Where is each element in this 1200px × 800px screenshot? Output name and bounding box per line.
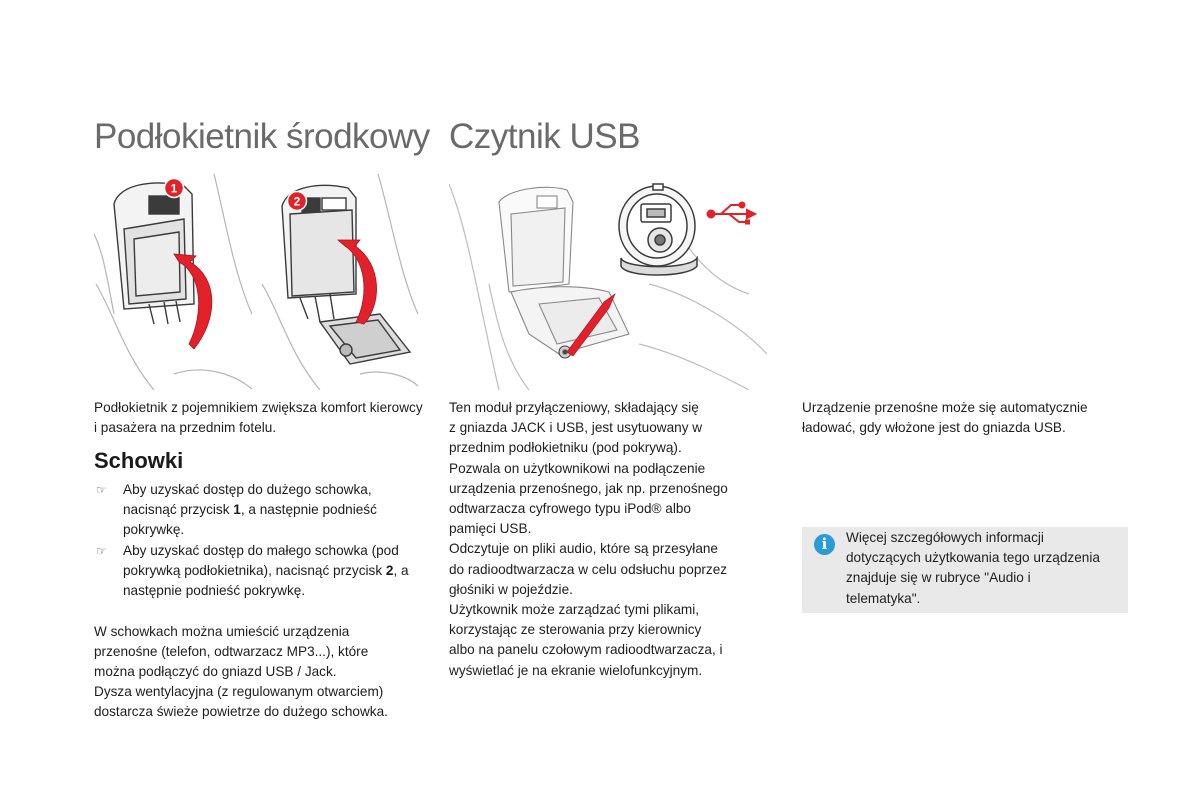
text-line: odtwarzacza cyfrowego typu iPod® albo [449, 501, 691, 517]
bullet-text: Aby uzyskać dostęp do małego schowka (pod pokrywką podłokietnika), nacisnąć przycisk [123, 542, 399, 578]
list-item [94, 541, 424, 602]
bullet-text: Aby uzyskać dostęp do dużego schowka, nacisnąć przycisk [123, 482, 372, 518]
list-item [94, 480, 424, 541]
text-line: pamięci USB. [449, 521, 532, 537]
info-box [802, 527, 1128, 613]
callout-1-label: 1 [170, 181, 178, 196]
armrest-illustration-2 [260, 174, 420, 390]
info-text: Więcej szczegółowych informacji dotyczących użytkowania tego urządzenia znajduje się w rubryce "Audio i telematyka". [846, 530, 1100, 606]
text-line: albo na panelu czołowym radioodtwarzacza, i [449, 642, 723, 658]
storage-instructions-list [94, 480, 424, 601]
button-reference: 1 [233, 502, 241, 518]
text-line: urządzenia przenośnego, jak np. przenośnego [449, 480, 728, 496]
section-title-usb: Czytnik USB [449, 117, 640, 156]
armrest-illustration-1 [94, 174, 254, 390]
text-line: Ten moduł przyłączeniowy, składający się [449, 400, 699, 415]
text-line: Odczytuje on pliki audio, które są przesyłane [449, 541, 718, 557]
text-line: wyświetlać je na ekranie wielofunkcyjnym. [449, 662, 703, 678]
storage-heading: Schowki [94, 448, 184, 473]
bullet-text: , a następnie podnieść pokrywkę. [123, 562, 409, 599]
armrest-intro: Podłokietnik z pojemnikiem zwiększa komfort kierowcy i pasażera na przednim fotelu. [94, 400, 423, 436]
text-line: przednim podłokietniku (pod pokrywą). [449, 440, 682, 456]
bullet-text: , a następnie podnieść pokrywkę. [123, 502, 377, 538]
text-line: głośniki w pojeździe. [449, 581, 573, 597]
usb-description [449, 398, 779, 681]
ventilation-paragraph: Dysza wentylacyjna (z regulowanym otwarciem) dostarcza świeże powietrze do dużego schowka. [94, 684, 388, 720]
text-line: Pozwala on użytkownikowi na podłączenie [449, 460, 706, 476]
callout-2-label: 2 [293, 194, 301, 209]
text-line: z gniazda JACK i USB, jest usytuowany w [449, 420, 703, 436]
text-line: korzystając ze sterowania przy kierownicy [449, 622, 702, 638]
charging-note: Urządzenie przenośne może się automatycznie ładować, gdy włożone jest do gniazda USB. [802, 400, 1088, 436]
usb-module-illustration [449, 174, 767, 390]
section-title-armrest: Podłokietnik środkowy [94, 117, 430, 156]
pointing-hand-icon: ☞ [96, 483, 107, 497]
button-reference: 2 [385, 562, 394, 578]
info-icon: i [814, 534, 835, 555]
pointing-hand-icon: ☞ [96, 543, 107, 558]
text-line: do radioodtwarzacza w celu odsłuchu poprzez [449, 561, 728, 577]
usb-socket-closeup [619, 184, 697, 275]
text-line: Użytkownik może zarządzać tymi plikami, [449, 602, 700, 618]
usb-symbol-icon [708, 203, 756, 225]
storage-usage-paragraph: W schowkach można umieścić urządzenia przenośne (telefon, odtwarzacz MP3...), które można podłączyć do gniazd USB / Jack. [94, 624, 369, 680]
